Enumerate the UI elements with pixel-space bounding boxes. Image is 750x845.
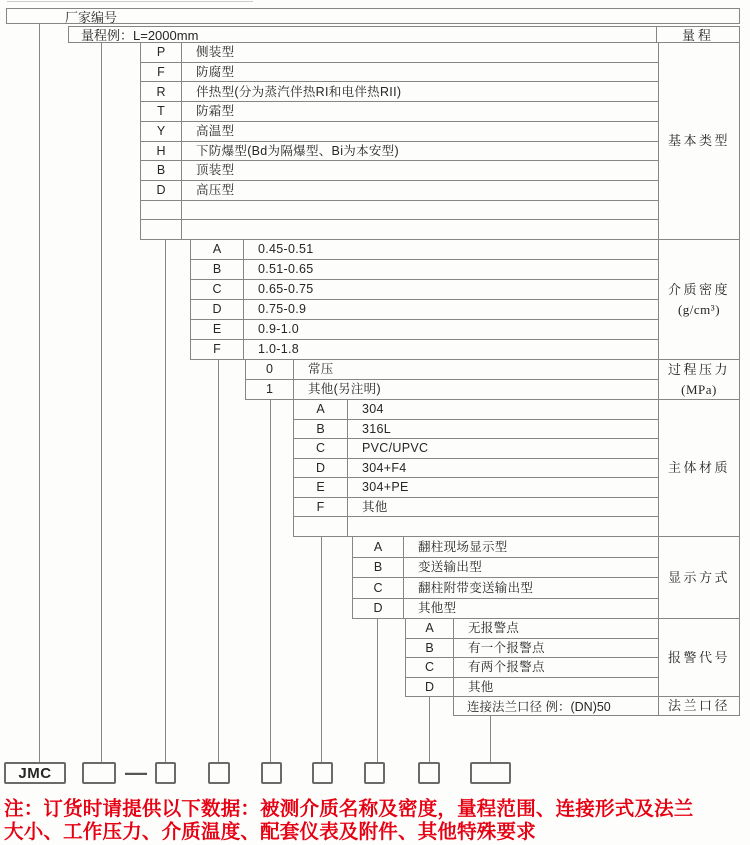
table-row	[353, 599, 658, 619]
pressure-table	[245, 360, 658, 400]
desc-cell: 0.45-0.51	[258, 242, 314, 257]
code-cell: T	[141, 102, 182, 121]
desc-cell: 316L	[362, 421, 392, 436]
category-label-display: 显示方式	[659, 537, 739, 619]
code-cell: 1	[246, 380, 294, 399]
code-cell: E	[191, 320, 244, 339]
flange-size-row	[453, 697, 658, 716]
desc-cell	[348, 517, 658, 536]
desc-cell: 304	[362, 402, 384, 417]
desc-cell: 0.75-0.9	[258, 302, 307, 317]
code-cell: D	[294, 459, 348, 478]
top-edge-line	[7, 1, 253, 2]
desc-cell: 防腐型	[196, 64, 235, 79]
desc-cell: 其他	[468, 679, 494, 694]
connector-line-basic-type	[165, 240, 166, 762]
code-box-basic-type	[155, 762, 176, 784]
table-row	[294, 498, 658, 518]
factory-code-label: 厂家编号	[65, 9, 118, 25]
flange-size-text: 连接法兰口径 例：(DN)50	[467, 700, 611, 714]
factory-code-row	[6, 8, 740, 24]
desc-cell: 其他	[362, 499, 388, 514]
desc-cell	[182, 220, 658, 239]
code-cell: D	[406, 678, 454, 697]
desc-cell: 有两个报警点	[468, 660, 545, 674]
range-example-text: 量程例：L=2000mm	[81, 28, 199, 43]
code-box-flange	[470, 762, 511, 784]
desc-cell: 防霜型	[196, 104, 235, 119]
category-label-density: 介质密度 (g/cm³)	[659, 240, 739, 360]
desc-cell: 0.65-0.75	[258, 282, 314, 297]
code-cell: A	[191, 240, 244, 259]
desc-cell: 变送输出型	[418, 560, 483, 574]
desc-cell: 其他(另注明)	[308, 382, 381, 397]
table-row	[294, 420, 658, 440]
code-cell: F	[141, 63, 182, 82]
connector-line-display	[377, 619, 378, 762]
model-prefix-box: JMC	[4, 762, 66, 784]
desc-cell: PVC/UPVC	[362, 441, 429, 456]
table-row	[406, 639, 658, 659]
category-label-pressure: 过程压力 (MPa)	[659, 360, 739, 400]
table-row	[294, 478, 658, 498]
table-row	[246, 380, 658, 399]
table-row	[141, 161, 658, 181]
table-row	[191, 240, 658, 260]
range-row	[68, 26, 740, 43]
desc-cell: 其他型	[418, 601, 457, 615]
desc-cell: 常压	[308, 362, 334, 377]
code-box-range	[82, 762, 116, 784]
table-row	[406, 619, 658, 639]
code-cell: B	[141, 161, 182, 180]
code-cell: C	[191, 280, 244, 299]
table-row	[141, 142, 658, 162]
category-label-alarm: 报警代号	[659, 619, 739, 697]
code-cell: Y	[141, 122, 182, 141]
table-row	[406, 678, 658, 697]
code-cell: C	[353, 578, 404, 598]
code-cell: H	[141, 142, 182, 161]
desc-cell: 翻柱现场显示型	[418, 539, 508, 554]
code-cell	[294, 517, 348, 536]
code-cell	[141, 220, 182, 239]
code-cell: R	[141, 82, 182, 101]
ordering-note	[4, 798, 748, 844]
code-cell: B	[353, 558, 404, 578]
code-cell: E	[294, 478, 348, 497]
separator-dash: —	[125, 760, 147, 785]
connector-line-material	[321, 537, 322, 762]
code-cell: B	[191, 260, 244, 279]
desc-cell: 高温型	[196, 123, 235, 138]
code-cell: D	[191, 300, 244, 319]
code-cell: A	[406, 619, 454, 638]
table-row	[141, 43, 658, 63]
code-box-display	[364, 762, 385, 784]
display-mode-table	[352, 537, 658, 619]
table-row	[141, 201, 658, 221]
code-box-alarm	[418, 762, 440, 784]
desc-cell: 304+F4	[362, 460, 407, 475]
desc-cell: 有一个报警点	[468, 640, 545, 655]
table-row	[353, 558, 658, 579]
connector-line-alarm	[429, 697, 430, 762]
code-box-density	[208, 762, 230, 784]
category-label-basic-type: 基本类型	[659, 43, 739, 240]
table-row	[141, 102, 658, 122]
alarm-code-table	[405, 619, 658, 697]
code-cell: 0	[246, 360, 294, 379]
code-cell: B	[294, 420, 348, 439]
code-cell: C	[406, 658, 454, 677]
connector-line-factory	[39, 24, 40, 762]
basic-type-table	[140, 43, 658, 240]
code-cell	[141, 201, 182, 220]
desc-cell: 侧装型	[196, 45, 235, 60]
desc-cell: 高压型	[196, 183, 235, 198]
table-row	[191, 320, 658, 340]
table-row	[246, 360, 658, 380]
desc-cell: 0.9-1.0	[258, 322, 300, 337]
category-label-material: 主体材质	[659, 400, 739, 537]
table-row	[353, 537, 658, 558]
code-cell: D	[353, 599, 404, 619]
code-box-pressure	[261, 762, 282, 784]
table-row	[406, 658, 658, 678]
code-cell: B	[406, 639, 454, 658]
desc-cell	[182, 201, 658, 220]
material-table	[293, 400, 658, 537]
code-cell: D	[141, 181, 182, 200]
desc-cell: 翻柱附带变送输出型	[418, 580, 534, 595]
table-row	[141, 220, 658, 239]
category-label-flange: 法兰口径	[659, 697, 739, 716]
table-row	[191, 300, 658, 320]
table-row	[353, 578, 658, 599]
ordering-note-line2: 大小、工作压力、介质温度、配套仪表及附件、其他特殊要求	[4, 821, 536, 843]
code-cell: F	[294, 498, 348, 517]
code-cell: A	[294, 400, 348, 419]
table-row	[294, 400, 658, 420]
table-row	[141, 122, 658, 142]
code-box-material	[312, 762, 333, 784]
connector-line-density	[218, 360, 219, 762]
table-row	[191, 260, 658, 280]
code-cell: P	[141, 43, 182, 62]
density-table	[190, 240, 658, 360]
table-row	[141, 82, 658, 102]
code-cell: F	[191, 340, 244, 359]
desc-cell: 无报警点	[468, 621, 520, 635]
category-label-range: 量程	[656, 27, 739, 42]
desc-cell: 304+PE	[362, 480, 409, 495]
desc-cell: 伴热型(分为蒸汽伴热RI和电伴热RII)	[196, 84, 402, 99]
connector-line-pressure	[270, 400, 271, 762]
desc-cell: 0.51-0.65	[258, 262, 314, 277]
desc-cell: 下防爆型(Bd为隔爆型、Bi为本安型)	[196, 143, 399, 158]
table-row	[141, 181, 658, 201]
table-row	[141, 63, 658, 83]
connector-line-flange	[490, 716, 491, 762]
desc-cell: 1.0-1.8	[258, 342, 300, 357]
table-row	[191, 280, 658, 300]
code-cell: C	[294, 439, 348, 458]
ordering-note-line1: 注：订货时请提供以下数据：被测介质名称及密度，量程范围、连接形式及法兰	[4, 798, 694, 820]
connector-line-range	[101, 43, 102, 762]
table-row	[294, 459, 658, 479]
category-column	[658, 43, 740, 716]
table-row	[294, 517, 658, 536]
code-cell: A	[353, 537, 404, 557]
table-row	[294, 439, 658, 459]
desc-cell: 顶装型	[196, 163, 235, 178]
table-row	[191, 340, 658, 359]
